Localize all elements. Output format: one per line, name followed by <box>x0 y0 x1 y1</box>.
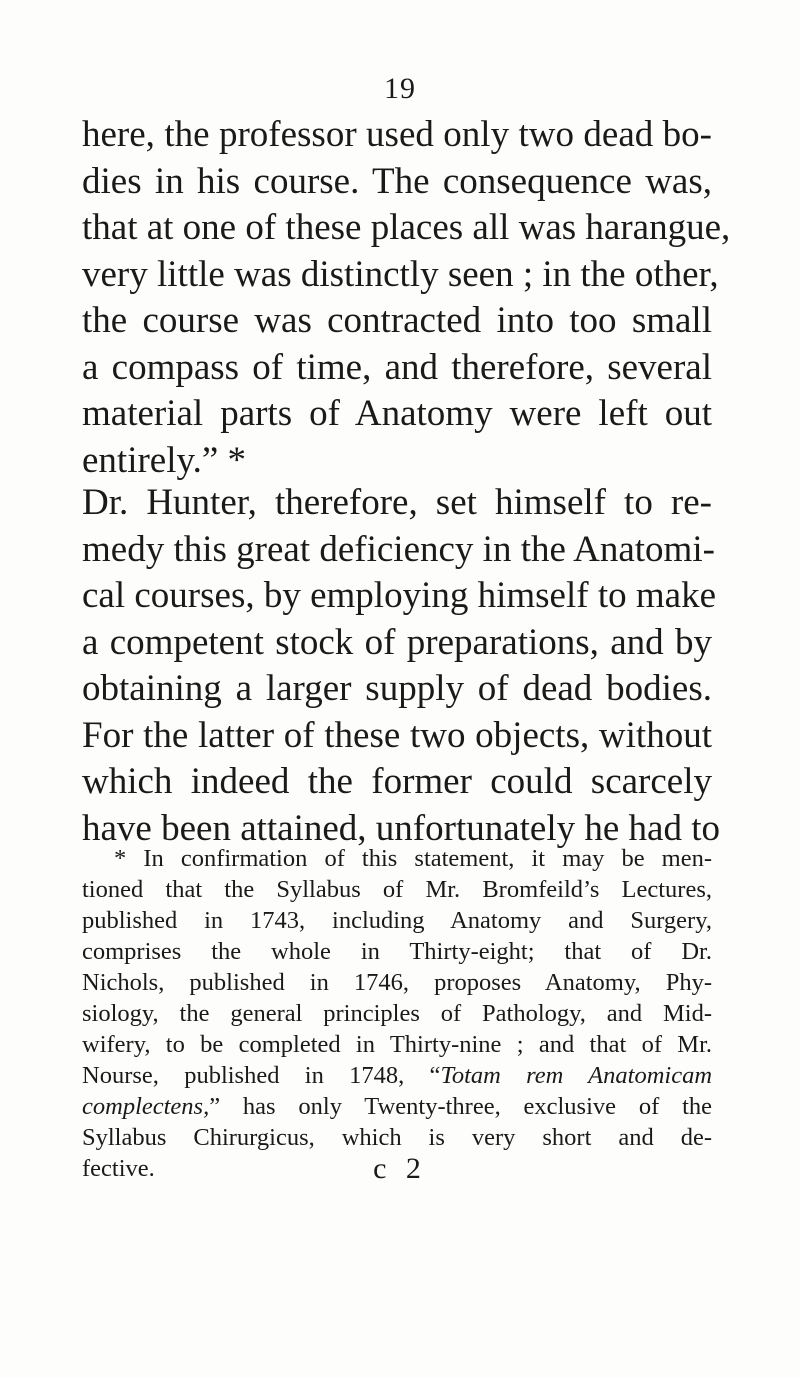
text-line: which indeed the former could scarcely <box>82 761 712 802</box>
footnote <box>82 843 712 1184</box>
text-line: Dr. Hunter, therefore, set himself to re- <box>82 482 712 523</box>
footnote-line: Syllabus Chirurgicus, which is very short and de- <box>82 1124 712 1151</box>
paragraph-1 <box>82 112 731 484</box>
text-line: have been attained, unfortunately he had to <box>82 807 720 849</box>
signature-mark: c 2 <box>373 1152 427 1185</box>
text-line: the course was contracted into too small <box>82 300 712 341</box>
footnote-line: fective. <box>82 1155 155 1182</box>
footnote-text: ” has only Twenty-three, exclusive of the <box>209 1093 712 1120</box>
footnote-line: tioned that the Syllabus of Mr. Bromfeild’s Lectures, <box>82 876 712 903</box>
text-line: a compass of time, and therefore, several <box>82 346 712 388</box>
footnote-line <box>82 1091 712 1122</box>
footnote-line <box>82 1060 712 1091</box>
text-line: very little was distinctly seen ; in the other, <box>82 253 719 295</box>
text-line: entirely.” * <box>82 439 247 481</box>
page-number: 19 <box>384 72 416 105</box>
footnote-italic-title: complectens, <box>82 1093 210 1120</box>
text-line: For the latter of these two objects, without <box>82 714 712 756</box>
footnote-line: * In confirmation of this statement, it may be men- <box>114 845 712 872</box>
footnote-line: siology, the general principles of Pathology, and Mid- <box>82 1000 712 1027</box>
footnote-italic-title: Totam rem Anatomicam <box>440 1062 713 1089</box>
text-line: material parts of Anatomy were left out <box>82 393 712 434</box>
text-line: dies in his course. The consequence was, <box>82 160 712 202</box>
paragraph-2 <box>82 480 720 852</box>
text-line: a competent stock of preparations, and by <box>82 621 712 663</box>
text-line: medy this great deficiency in the Anatomi- <box>82 528 715 570</box>
footnote-line: published in 1743, including Anatomy and Surgery, <box>82 907 712 934</box>
text-line: here, the professor used only two dead bo- <box>82 114 712 155</box>
footnote-line: wifery, to be completed in Thirty-nine ; and that of Mr. <box>82 1031 712 1058</box>
footnote-line: comprises the whole in Thirty-eight; that of Dr. <box>82 938 712 965</box>
footnote-text: Nourse, published in 1748, “ <box>82 1062 441 1089</box>
text-line: cal courses, by employing himself to make <box>82 575 716 616</box>
text-line: obtaining a larger supply of dead bodies. <box>82 668 712 709</box>
footnote-line: Nichols, published in 1746, proposes Anatomy, Phy- <box>82 969 712 996</box>
text-line: that at one of these places all was harangue, <box>82 207 731 248</box>
